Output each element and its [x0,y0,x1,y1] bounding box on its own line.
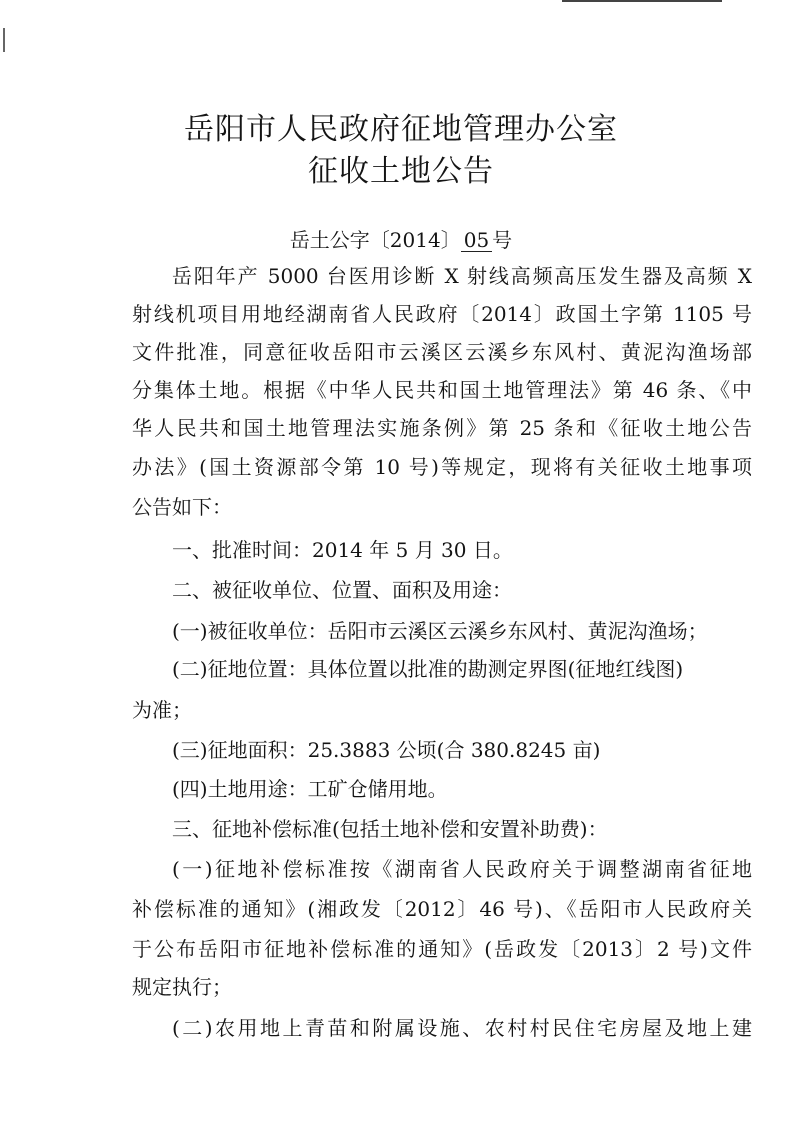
body-line: 文件批准，同意征收岳阳市云溪区云溪乡东风村、黄泥沟渔场部 [132,340,752,364]
document-number-value: 05 [461,229,492,252]
page-title-subject: 征收土地公告 [308,154,494,189]
body-line: 办法》(国土资源部令第 10 号)等规定，现将有关征收土地事项 [132,455,752,479]
body-line: 华人民共和国土地管理法实施条例》第 25 条和《征收土地公告 [132,416,752,440]
section-heading: 二、被征收单位、位置、面积及用途： [172,578,512,602]
scan-edge-mark-top [562,0,722,2]
body-line: (三)征地面积：25.3883 公顷(合 380.8245 亩) [172,738,601,762]
body-line: 规定执行； [132,975,232,999]
document-number-suffix: 号 [492,228,513,252]
body-line: 补偿标准的通知》(湘政发〔2012〕46 号)、《岳阳市人民政府关 [132,897,752,921]
document-number [0,224,802,253]
body-line: 公告如下： [132,495,232,519]
body-line: 于公布岳阳市征地补偿标准的通知》(岳政发〔2013〕2 号)文件 [132,937,752,961]
body-line: (一)被征收单位：岳阳市云溪区云溪乡东风村、黄泥沟渔场； [172,619,708,643]
body-line: 射线机项目用地经湖南省人民政府〔2014〕政国土字第 1105 号 [132,302,752,326]
body-line: 岳阳年产 5000 台医用诊断 X 射线高频高压发生器及高频 X [172,264,752,288]
document-number-prefix: 岳土公字〔2014〕 [289,228,461,252]
body-line: (二)征地位置：具体位置以批准的勘测定界图(征地红线图) [172,657,684,681]
page-title-issuer: 岳阳市人民政府征地管理办公室 [184,112,618,147]
section-approval-time: 一、批准时间：2014 年 5 月 30 日。 [172,538,513,562]
body-line: (二)农用地上青苗和附属设施、农村村民住宅房屋及地上建 [172,1016,752,1040]
body-line: (一)征地补偿标准按《湖南省人民政府关于调整湖南省征地 [172,857,752,881]
body-line: (四)土地用途：工矿仓储用地。 [172,777,448,801]
body-line: 为准； [132,698,192,722]
scan-edge-mark-left [3,28,5,52]
section-heading: 三、征地补偿标准(包括土地补偿和安置补助费)： [172,817,608,841]
body-line: 分集体土地。根据《中华人民共和国土地管理法》第 46 条、《中 [132,378,752,402]
